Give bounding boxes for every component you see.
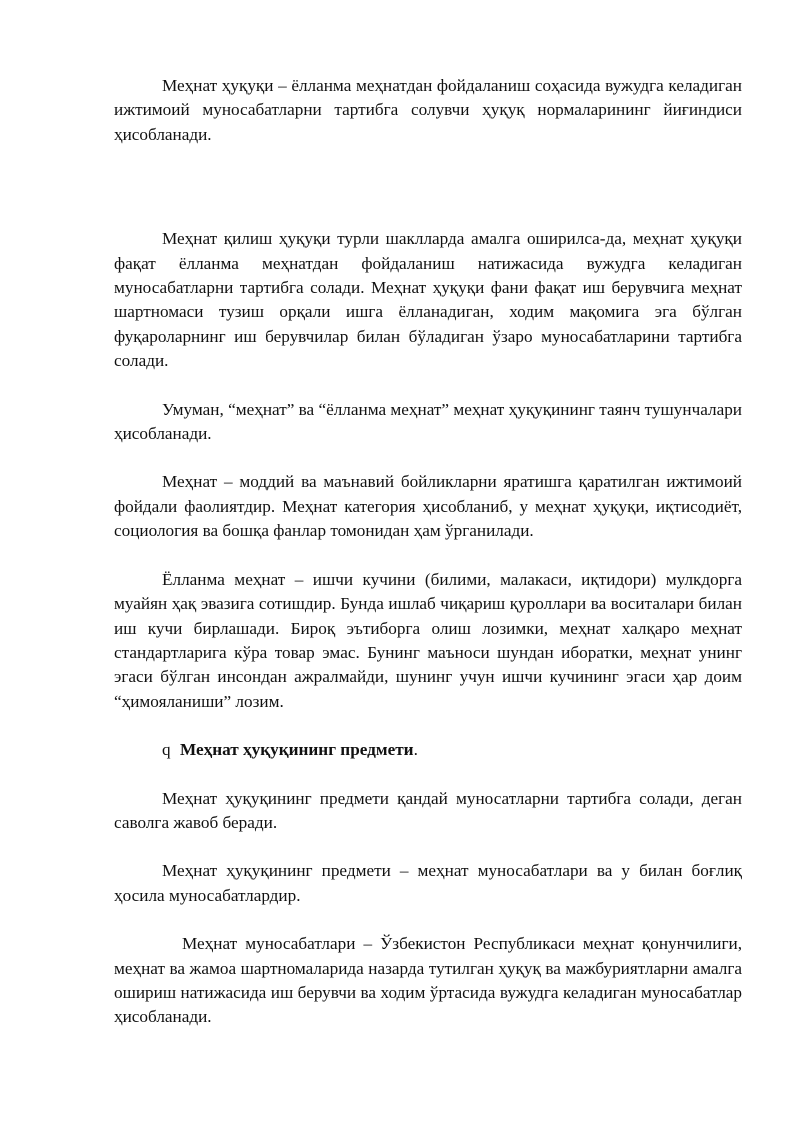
spacer: [114, 763, 742, 787]
paragraph-subject-definition: Меҳнат ҳуқуқининг предмети – меҳнат муносабатлари ва у билан боғлиқ ҳосила муносабатлардир.: [114, 861, 742, 905]
paragraph-hired-labor-definition: Ёлланма меҳнат – ишчи кучини (билими, малакаси, иқтидори) мулкдорга муайян ҳақ эвазига сотишдир. Бунда ишлаб чиқариш қуроллари ва воситалари билан иш кучи бирлашади. Бироқ эътиборга олиш лозимки, меҳнат халқаро меҳнат стандартларига кўра товар эмас. Бунинг маъноси шундан иборатки, меҳнат унинг эгаси бўлган инсондан ажралмайди, шунинг учун ишчи кучининг эгаси ҳар доим “ҳимояланиши” лозим.: [114, 569, 742, 711]
spacer: [114, 544, 742, 568]
document-page: [114, 74, 742, 1030]
spacer: [114, 835, 742, 859]
spacer: [114, 714, 742, 738]
paragraph-labor-relations: Меҳнат муносабатлари – Ўзбекистон Республикаси меҳнат қонунчилиги, меҳнат ва жамоа шартномаларида назарда тутилган ҳуқуқ ва мажбуриятларни амалга ошириш натижасида иш берувчи ва ходим ўртасида вужудга келадиган муносабатлар ҳисобланади.: [114, 934, 742, 1027]
bullet-marker: q: [162, 740, 171, 760]
section-heading: [114, 738, 742, 762]
spacer: [114, 147, 742, 227]
paragraph-right-to-work: Меҳнат қилиш ҳуқуқи турли шаклларда амалга оширилса-да, меҳнат ҳуқуқи фақат ёлланма меҳнатдан фойдаланиш натижасида вужудга келадиган муносабатларни тартибга солади. Меҳнат ҳуқуқи фани фақат иш берувчига меҳнат шартномаси тузиш орқали ишга ёлланадиган, ходим мақомига эга бўлган фуқароларнинг иш берувчилар билан бўладиган ўзаро муносабатларини тартибга солади.: [114, 229, 742, 371]
section-heading-text: Меҳнат ҳуқуқининг предмети: [180, 740, 414, 760]
paragraph-key-concepts: Умуман, “меҳнат” ва “ёлланма меҳнат” меҳнат ҳуқуқининг таянч тушунчалари ҳисобланади.: [114, 399, 742, 444]
spacer: [114, 446, 742, 470]
paragraph-labor-definition: Меҳнат – моддий ва маънавий бойликларни яратишга қаратилган ижтимоий фойдали фаолиятдир. Меҳнат категория ҳисобланиб, у меҳнат ҳуқуқи, иқтисодиёт, социология ва бошқа фанлар томонидан ҳам ўрганилади.: [114, 472, 742, 541]
section-heading-suffix: .: [413, 740, 418, 760]
spacer: [114, 374, 742, 398]
paragraph-subject-question: Меҳнат ҳуқуқининг предмети қандай муносатларни тартибга солади, деган саволга жавоб беради.: [114, 788, 742, 832]
spacer: [114, 908, 742, 932]
paragraph-labor-law-definition: Меҳнат ҳуқуқи – ёлланма меҳнатдан фойдаланиш соҳасида вужудга келадиган ижтимоий муносабатларни тартибга солувчи ҳуқуқ нормаларининг йиғиндиси ҳисобланади.: [114, 76, 742, 144]
